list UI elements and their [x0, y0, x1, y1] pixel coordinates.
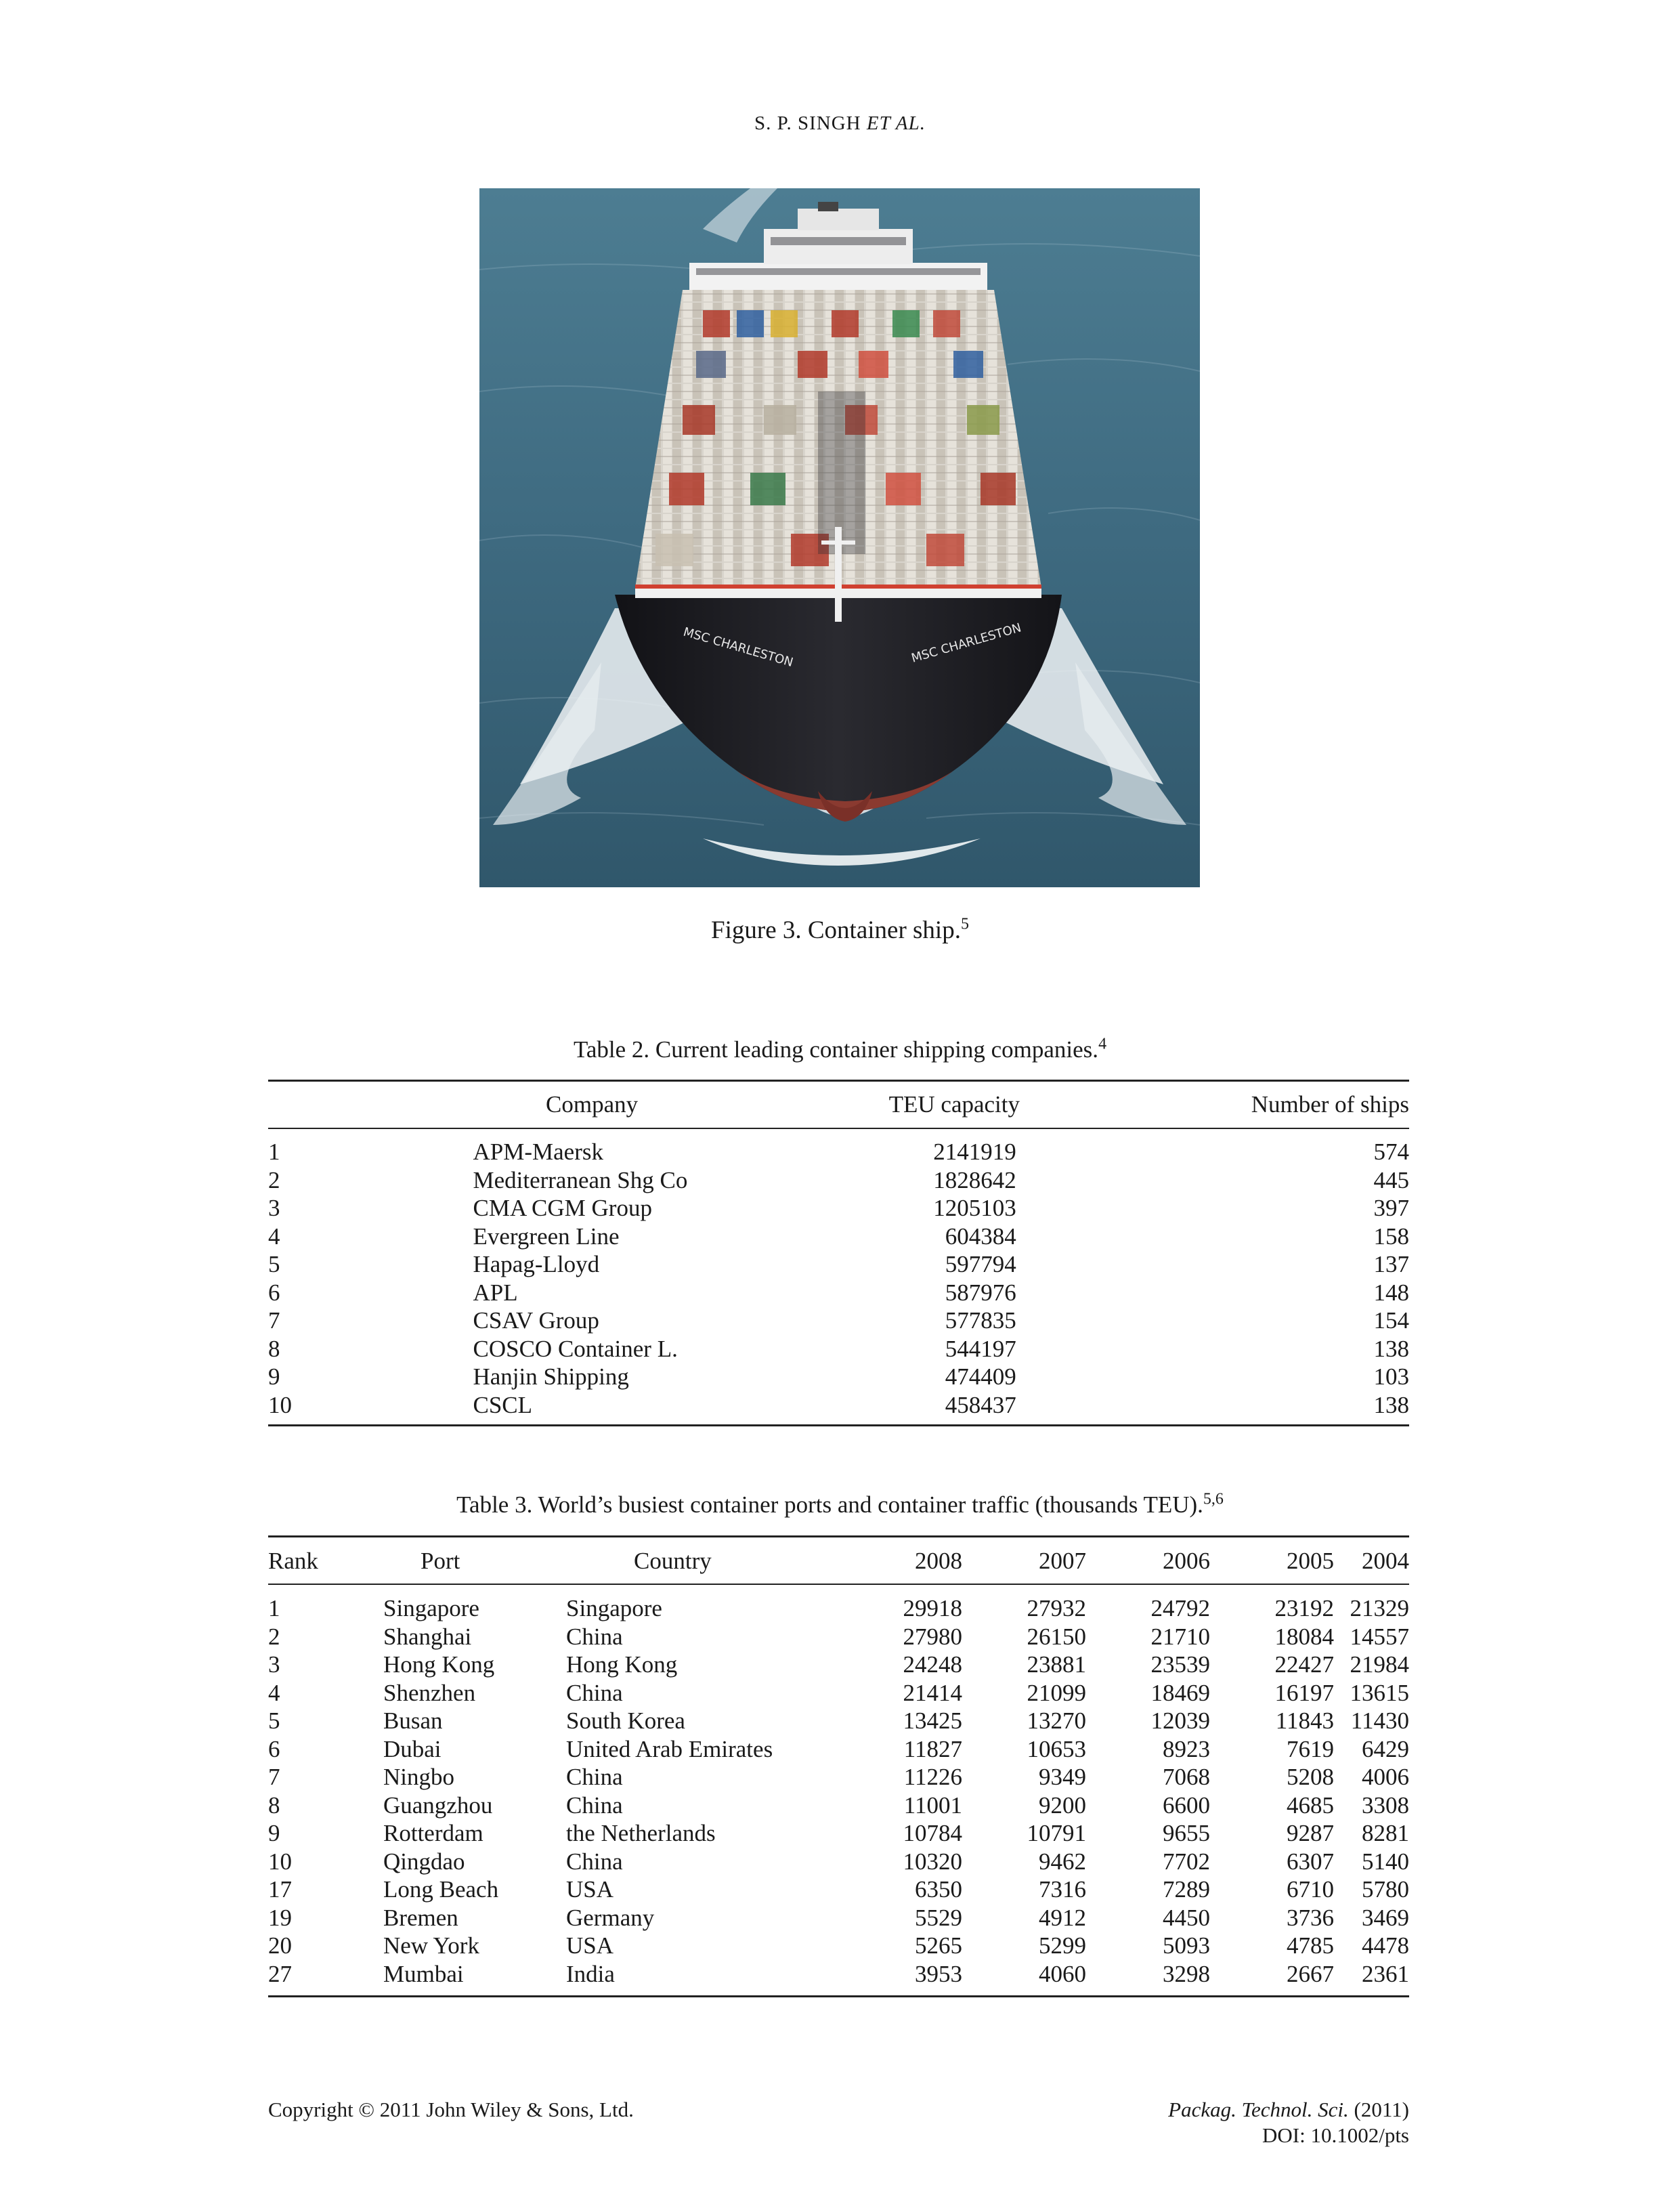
table3-bottom-rule: [268, 1995, 1409, 1997]
footer-journal: Packag. Technol. Sci.: [1168, 2098, 1349, 2121]
table3-cell-2008: 27980: [903, 1623, 962, 1650]
table3-cell-2004: 21984: [1350, 1651, 1409, 1678]
table3-cell-2005: 6307: [1287, 1848, 1334, 1875]
table3-cell-2004: 8281: [1362, 1820, 1409, 1846]
table2-cell-teu: 1205103: [933, 1195, 1016, 1221]
table3-cell-2004: 5140: [1362, 1848, 1409, 1875]
table2-spacer: [1016, 1279, 1333, 1307]
table2-col-teu: TEU capacity: [888, 1091, 1020, 1118]
table2-row: [268, 1279, 1409, 1307]
footer-doi: DOI: 10.1002/pts: [1262, 2123, 1409, 2147]
table3-cell-port: Singapore: [383, 1595, 479, 1621]
table2-header-row: [268, 1090, 1409, 1119]
table3-cell-port: Dubai: [383, 1735, 441, 1762]
table3-row: [268, 1848, 1409, 1876]
table3-cell-2006: 5093: [1163, 1932, 1210, 1959]
table3-row: [268, 1679, 1409, 1707]
table3-cell-2008: 11226: [903, 1764, 962, 1790]
table3-cell-port: Mumbai: [383, 1960, 464, 1987]
table3-cell-rank: 2: [268, 1623, 280, 1650]
table2-cell-ships: 154: [1373, 1307, 1409, 1334]
table3-cell-2007: 10791: [1027, 1820, 1086, 1846]
table2-spacer: [1016, 1250, 1333, 1279]
table3-cell-2008: 24248: [903, 1651, 962, 1678]
table3-cell-2005: 23192: [1274, 1595, 1334, 1621]
table3-cell-2004: 2361: [1362, 1960, 1409, 1987]
table2-row: [268, 1391, 1409, 1420]
header-authors: S. P. SINGH: [754, 112, 861, 134]
footer-copyright: Copyright © 2011 John Wiley & Sons, Ltd.: [268, 2098, 634, 2121]
table2-cell-rank: 5: [268, 1251, 280, 1277]
table3-cell-2008: 3953: [915, 1960, 962, 1987]
table3-title: [0, 1491, 1680, 1519]
table3-row: [268, 1819, 1409, 1848]
table2-cell-company: Hanjin Shipping: [473, 1363, 629, 1390]
table3-cell-rank: 1: [268, 1595, 280, 1621]
table2-cell-ships: 148: [1373, 1279, 1409, 1306]
table2-body: [268, 1138, 1409, 1419]
table3-cell-port: Shanghai: [383, 1623, 472, 1650]
table3-row: [268, 1651, 1409, 1679]
table3-cell-2006: 9655: [1163, 1820, 1210, 1846]
table2-row: [268, 1166, 1409, 1195]
table3-cell-2005: 3736: [1287, 1904, 1334, 1931]
table3-cell-2004: 5780: [1362, 1876, 1409, 1903]
table3-cell-rank: 10: [268, 1848, 292, 1875]
table3-cell-2004: 4006: [1362, 1764, 1409, 1790]
table2-cell-company: Hapag-Lloyd: [473, 1251, 600, 1277]
table2: [268, 1090, 1409, 1119]
table3-cell-2005: 9287: [1287, 1820, 1334, 1846]
table3-cell-2007: 27932: [1027, 1595, 1086, 1621]
table2-cell-company: CSAV Group: [473, 1307, 599, 1334]
table3-cell-2008: 5265: [915, 1932, 962, 1959]
table2-cell-rank: 4: [268, 1223, 280, 1250]
table3-cell-2008: 10320: [903, 1848, 962, 1875]
table3-cell-port: Bremen: [383, 1904, 458, 1931]
table3-cell-2007: 4912: [1039, 1904, 1086, 1931]
table3-cell-country: China: [566, 1848, 623, 1875]
table2-cell-teu: 1828642: [933, 1166, 1016, 1193]
table2-cell-ships: 574: [1373, 1139, 1409, 1165]
table3-cell-port: Rotterdam: [383, 1820, 483, 1846]
table3-cell-rank: 17: [268, 1876, 292, 1903]
container-ship-illustration: [479, 188, 1200, 887]
table3-cell-rank: 7: [268, 1764, 280, 1790]
hull-name-left: MSC CHARLESTON: [681, 624, 795, 671]
table2-spacer: [1016, 1391, 1333, 1420]
table3-cell-2005: 5208: [1287, 1764, 1334, 1790]
table3-cell-country: China: [566, 1623, 623, 1650]
table2-title-ref: 4: [1098, 1035, 1107, 1053]
table2-cell-teu: 587976: [945, 1279, 1016, 1306]
table3-cell-2004: 3469: [1362, 1904, 1409, 1931]
table3-cell-2005: 2667: [1287, 1960, 1334, 1987]
table3-row: [268, 1904, 1409, 1932]
table2-top-rule: [268, 1080, 1409, 1082]
table2-spacer: [1016, 1223, 1333, 1251]
table2-cell-teu: 577835: [945, 1307, 1016, 1334]
table2-cell-company: CSCL: [473, 1391, 533, 1418]
table2-row: [268, 1335, 1409, 1363]
table3-cell-2008: 29918: [903, 1595, 962, 1621]
table3-row: [268, 1594, 1409, 1623]
table3-header-rule: [268, 1584, 1409, 1585]
container-ship-photo: [479, 188, 1200, 887]
table2-cell-ships: 103: [1373, 1363, 1409, 1390]
table3-col-2008: 2008: [915, 1548, 962, 1574]
table3-cell-rank: 3: [268, 1651, 280, 1678]
table3-body: [268, 1594, 1409, 1988]
table3-cell-2006: 3298: [1163, 1960, 1210, 1987]
table3-cell-country: the Netherlands: [566, 1820, 716, 1846]
table2-cell-rank: 1: [268, 1139, 280, 1165]
table3-cell-2007: 7316: [1039, 1876, 1086, 1903]
table3-cell-2004: 6429: [1362, 1735, 1409, 1762]
table2-cell-company: COSCO Container L.: [473, 1335, 678, 1362]
table3-cell-2007: 4060: [1039, 1960, 1086, 1987]
table3-title-text: Table 3. World’s busiest container ports and container traffic (thousands TEU).: [456, 1491, 1203, 1518]
table3-cell-port: New York: [383, 1932, 479, 1959]
table3-cell-rank: 4: [268, 1679, 280, 1706]
header-et-al: ET AL.: [866, 112, 926, 134]
table3-cell-2007: 5299: [1039, 1932, 1086, 1959]
table3-row: [268, 1707, 1409, 1735]
table3-row: [268, 1763, 1409, 1791]
table2-col-rank: [268, 1090, 478, 1119]
table3-cell-2006: 8923: [1163, 1735, 1210, 1762]
table2-cell-company: APL: [473, 1279, 518, 1306]
table2-row: [268, 1307, 1409, 1335]
table3-cell-2006: 24792: [1150, 1595, 1210, 1621]
table2-cell-ships: 137: [1373, 1251, 1409, 1277]
table2-spacer: [1016, 1307, 1333, 1335]
table3-cell-2007: 21099: [1027, 1679, 1086, 1706]
table3-cell-2008: 5529: [915, 1904, 962, 1931]
table2-cell-rank: 3: [268, 1195, 280, 1221]
table3-cell-2006: 23539: [1150, 1651, 1210, 1678]
table2-spacer: [1016, 1194, 1333, 1223]
table2-row: [268, 1194, 1409, 1223]
table3-cell-rank: 5: [268, 1707, 280, 1734]
table3-cell-port: Qingdao: [383, 1848, 465, 1875]
table3-cell-2008: 10784: [903, 1820, 962, 1846]
table3-cell-2008: 11827: [903, 1735, 962, 1762]
footer-citation: [1168, 2097, 1409, 2148]
hull-name-right: MSC CHARLESTON: [909, 620, 1023, 666]
table2-bottom-rule: [268, 1424, 1409, 1426]
table3-cell-country: USA: [566, 1876, 614, 1903]
table3-cell-2007: 10653: [1027, 1735, 1086, 1762]
table2-row: [268, 1363, 1409, 1391]
table3-cell-2007: 9462: [1039, 1848, 1086, 1875]
table3-col-port: Port: [421, 1548, 460, 1574]
table2-cell-company: Evergreen Line: [473, 1223, 620, 1250]
table3-row: [268, 1960, 1409, 1989]
table3-cell-2004: 14557: [1350, 1623, 1409, 1650]
table2-title-text: Table 2. Current leading container shipping companies.: [573, 1036, 1099, 1063]
table3-cell-country: USA: [566, 1932, 614, 1959]
table3-col-rank: Rank: [268, 1548, 318, 1574]
table3-cell-port: Guangzhou: [383, 1791, 493, 1819]
table3-row: [268, 1791, 1409, 1820]
table2-cell-rank: 9: [268, 1363, 280, 1390]
table2-cell-ships: 158: [1373, 1223, 1409, 1250]
table3-cell-2008: 11001: [903, 1791, 962, 1819]
table3-cell-2006: 12039: [1150, 1707, 1210, 1734]
table3-cell-2008: 21414: [903, 1679, 962, 1706]
table2-cell-teu: 458437: [945, 1391, 1016, 1418]
table3-cell-2007: 26150: [1027, 1623, 1086, 1650]
table2-cell-teu: 2141919: [933, 1139, 1016, 1165]
table2-col-company: Company: [546, 1091, 639, 1118]
table3-cell-rank: 19: [268, 1904, 292, 1931]
table3-col-country: Country: [634, 1548, 712, 1574]
table2-spacer: [1016, 1138, 1333, 1166]
table3-cell-country: China: [566, 1679, 623, 1706]
table3-cell-rank: 27: [268, 1960, 292, 1987]
table2-col-ships: Number of ships: [1251, 1091, 1409, 1118]
table3-row: [268, 1735, 1409, 1764]
table3-col-2004: 2004: [1362, 1548, 1409, 1574]
table3-cell-2004: 13615: [1350, 1679, 1409, 1706]
table3-cell-2005: 22427: [1274, 1651, 1334, 1678]
table3-cell-port: Ningbo: [383, 1764, 454, 1790]
table3-cell-2007: 9349: [1039, 1764, 1086, 1790]
table3-cell-2008: 6350: [915, 1876, 962, 1903]
table2-cell-ships: 445: [1373, 1166, 1409, 1193]
table3-cell-2005: 4685: [1287, 1791, 1334, 1819]
table3-cell-2006: 7702: [1163, 1848, 1210, 1875]
table2-cell-rank: 7: [268, 1307, 280, 1334]
table2-row: [268, 1250, 1409, 1279]
footer-year: (2011): [1354, 2098, 1409, 2121]
figure-caption-ref: 5: [960, 915, 969, 933]
table3-cell-2006: 6600: [1163, 1791, 1210, 1819]
table2-cell-ships: 397: [1373, 1195, 1409, 1221]
table3-col-2005: 2005: [1287, 1548, 1334, 1574]
table2-spacer: [1016, 1335, 1333, 1363]
running-header: [0, 112, 1680, 135]
table3-cell-rank: 8: [268, 1791, 280, 1819]
table3-col-2007: 2007: [1039, 1548, 1086, 1574]
table3-header-row: [268, 1547, 1409, 1575]
table2-cell-ships: 138: [1373, 1391, 1409, 1418]
table3-cell-2005: 4785: [1287, 1932, 1334, 1959]
table2-row: [268, 1138, 1409, 1166]
table2-cell-rank: 6: [268, 1279, 280, 1306]
table3-cell-country: Germany: [566, 1904, 655, 1931]
table3-cell-2006: 7068: [1163, 1764, 1210, 1790]
table2-spacer: [1016, 1166, 1333, 1195]
table2-cell-company: APM-Maersk: [473, 1139, 603, 1165]
table3-cell-2006: 21710: [1150, 1623, 1210, 1650]
table3-row: [268, 1623, 1409, 1651]
table2-row: [268, 1223, 1409, 1251]
table3-cell-2007: 9200: [1039, 1791, 1086, 1819]
table3-col-2006: 2006: [1163, 1548, 1210, 1574]
table3-cell-2004: 11430: [1350, 1707, 1409, 1734]
table3-cell-rank: 9: [268, 1820, 280, 1846]
table3-cell-2006: 7289: [1163, 1876, 1210, 1903]
table3-cell-country: Hong Kong: [566, 1651, 678, 1678]
figure-caption-text: Figure 3. Container ship.: [711, 916, 961, 944]
table2-title: [0, 1036, 1680, 1063]
table3-cell-country: China: [566, 1764, 623, 1790]
table3: [268, 1547, 1409, 1575]
table3-cell-2005: 18084: [1274, 1623, 1334, 1650]
table3-cell-2005: 16197: [1274, 1679, 1334, 1706]
table2-spacer: [1016, 1363, 1333, 1391]
table3-cell-port: Hong Kong: [383, 1651, 495, 1678]
table3-cell-2005: 7619: [1287, 1735, 1334, 1762]
table3-cell-2008: 13425: [903, 1707, 962, 1734]
table3-cell-rank: 6: [268, 1735, 280, 1762]
table3-title-ref: 5,6: [1203, 1490, 1224, 1508]
table2-cell-ships: 138: [1373, 1335, 1409, 1362]
table3-cell-2004: 21329: [1350, 1595, 1409, 1621]
table2-cell-company: Mediterranean Shg Co: [473, 1166, 688, 1193]
table3-cell-2007: 23881: [1027, 1651, 1086, 1678]
table2-header-rule: [268, 1128, 1409, 1129]
table3-cell-2006: 18469: [1150, 1679, 1210, 1706]
table2-cell-rank: 8: [268, 1335, 280, 1362]
table3-cell-2004: 4478: [1362, 1932, 1409, 1959]
table3-cell-2006: 4450: [1163, 1904, 1210, 1931]
table2-cell-rank: 2: [268, 1166, 280, 1193]
table3-cell-port: Busan: [383, 1707, 443, 1734]
table3-cell-port: Shenzhen: [383, 1679, 476, 1706]
table2-cell-teu: 544197: [945, 1335, 1016, 1362]
table2-cell-teu: 604384: [945, 1223, 1016, 1250]
table3-cell-country: China: [566, 1791, 623, 1819]
table3-cell-country: India: [566, 1960, 615, 1987]
table3-cell-2007: 13270: [1027, 1707, 1086, 1734]
table3-row: [268, 1932, 1409, 1960]
table2-cell-rank: 10: [268, 1391, 292, 1418]
table2-cell-company: CMA CGM Group: [473, 1195, 652, 1221]
table3-cell-port: Long Beach: [383, 1876, 499, 1903]
table3-cell-country: South Korea: [566, 1707, 685, 1734]
table3-cell-rank: 20: [268, 1932, 292, 1959]
table3-row: [268, 1875, 1409, 1904]
figure-caption: [0, 916, 1680, 945]
table2-cell-teu: 597794: [945, 1251, 1016, 1277]
table3-cell-country: United Arab Emirates: [566, 1735, 773, 1762]
table3-cell-2005: 11843: [1275, 1707, 1334, 1734]
table3-top-rule: [268, 1535, 1409, 1537]
table3-cell-2005: 6710: [1287, 1876, 1334, 1903]
table3-cell-2004: 3308: [1362, 1791, 1409, 1819]
table3-cell-country: Singapore: [566, 1595, 662, 1621]
table2-cell-teu: 474409: [945, 1363, 1016, 1390]
